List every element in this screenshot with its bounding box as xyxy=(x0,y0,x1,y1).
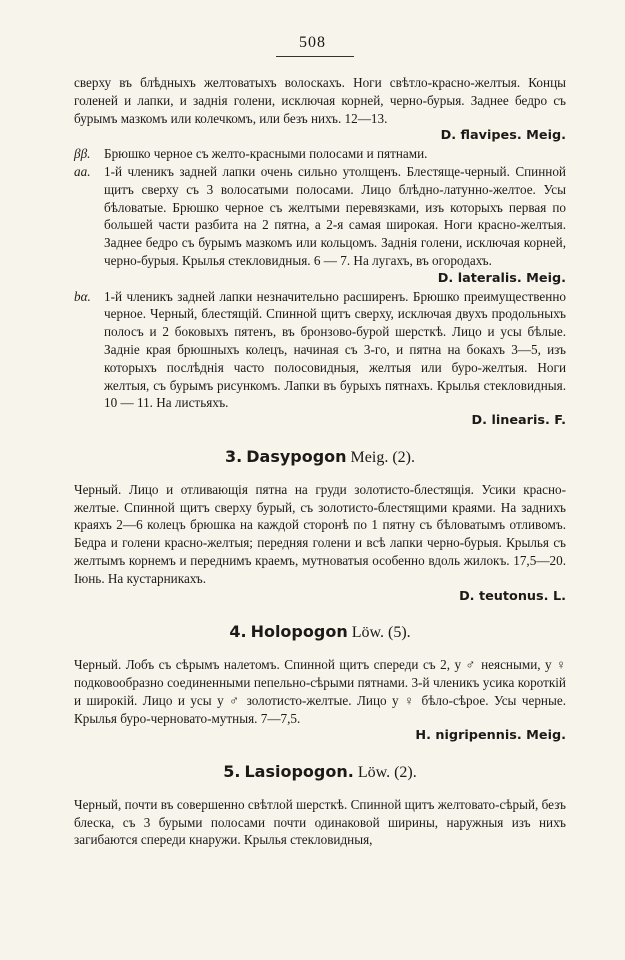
species-name: D. lateralis. Meig. xyxy=(437,270,566,286)
section-text: Черный, почти въ совершенно свѣтлой шерсткѣ. Спинной щитъ желтовато-сѣрый, безъ блеска, съ 3 бурыми полосами почти одинаковой ширины, наружныя изъ нихъ загибаются спереди кнаружи. Крылья стекловидныя, xyxy=(74,796,566,848)
entry-text: 1-й члeникъ задней лапки незначительно расширенъ. Брюшко преимущественно черное. Черный, блестящій. Спинной щитъ сверху, исключая двухъ продольныхъ полосъ и 2 боковыхъ пятенъ, въ бронзово-бурой шерсткѣ. Лицо и усы бѣлые. Заднiе края брюшныхъ колецъ, начиная съ 3-го, и пятна на бокахъ 3—5, изъ которыхъ послѣднія часто полосовидныя, желтыя или буро-желтыя. Ноги желтыя, съ бурымъ рисункомъ. Лапки въ бурыхъ пятнахъ. Крылья стекловидныя. 10 — 11. На листьяхъ. xyxy=(104,288,566,411)
section-number: 5. xyxy=(223,762,241,782)
page-content xyxy=(74,74,566,849)
author-citation: Meig. (2). xyxy=(350,448,415,466)
key-marker: bα. xyxy=(74,288,91,304)
species-name: D. flavipes. Meig. xyxy=(440,128,566,144)
key-entry-continuation xyxy=(74,74,566,145)
section-text: Черный. Лобъ съ сѣрымъ налетомъ. Спинной щитъ спереди съ 2, у ♂ неясными, у ♀ подковообразно соединенными пепельно-сѣрыми пятнами. 3-й членикъ усика короткій и широкій. Лицо и усы у ♂ золотисто-желтые. Лицо у ♀ бѣло-сѣрое. Усы черные. Крылья буро-черновато-мутныя. 7—7,5. xyxy=(74,657,566,726)
key-entry-ba xyxy=(74,288,566,430)
section-number: 4. xyxy=(229,622,247,642)
section-heading-holopogon xyxy=(74,623,566,642)
key-marker: aa. xyxy=(74,163,91,179)
entry-text: 1-й члeникъ задней лапки очень сильно утолщенъ. Блестяще-черный. Спинной щитъ сверху съ 3 волосатыми полосами. Лицо блѣдно-латунно-желтое. Усы бѣловатые. Брюшко черное съ желтыми перевязками, изъ которыхъ первая по большей части разбита на 2 пятна, а 2-я самая широкая. Ноги красно-желтыя. Заднее бедро съ бурымъ мазкомъ или кольцомъ. Заднія голени, исключая корней, черно-бурыя. Крылья стекловидныя. 6 — 7. На лугахъ, въ огородахъ. xyxy=(104,163,566,268)
author-citation: Löw. (5). xyxy=(351,624,411,642)
key-entry-aa xyxy=(74,163,566,288)
key-marker: ββ. xyxy=(74,146,91,162)
section-text: Черный. Лицо и отливающія пятна на груди золотисто-блестящія. Усики красно-желтые. Спинной щитъ сверху бурый, съ золотисто-блестящими краями. На заднихъ краяхъ 2—6 колецъ брюшка на каждой сторонѣ по 1 пятну съ бѣловатымъ отливомъ. Бедра и голени красно-желтыя; передняя голени и всѣ лапки черно-бурыя. Крылья съ желтымъ корнемъ и переднимъ краемъ, мутноватыя особенно вдоль жилокъ. 17,5—20. Іюнь. На кустарникахъ. xyxy=(74,481,566,586)
key-entry-bb xyxy=(74,145,566,163)
section-heading-lasiopogon xyxy=(74,763,566,782)
genus-name: Dasypogon xyxy=(246,446,347,466)
section-body-dasypogon xyxy=(74,481,566,606)
entry-text: сверху въ блѣдныхъ желтоватыхъ волоскахъ. Ноги свѣтло-красно-желтыя. Концы голеней и лапки, и заднія голени, исключая корней, черно-бурыя. Заднее бедро съ бурымъ мазкомъ или колечкомъ, или безъ нихъ. 12—13. xyxy=(74,75,566,126)
page-number-rule xyxy=(276,56,354,57)
species-name: H. nigripennis. Meig. xyxy=(415,728,566,744)
section-heading-dasypogon xyxy=(74,448,566,467)
section-body-lasiopogon xyxy=(74,796,566,849)
species-name: D. linearis. F. xyxy=(471,413,566,429)
species-name: D. teutonus. L. xyxy=(459,588,566,604)
genus-name: Holopogon xyxy=(250,622,348,642)
author-citation: Löw. (2). xyxy=(357,764,417,782)
section-body-holopogon xyxy=(74,656,566,745)
page-number: 508 xyxy=(299,34,326,51)
genus-name: Lasiopogon. xyxy=(244,762,354,782)
section-number: 3. xyxy=(225,446,243,466)
entry-text: Брюшко черное съ желто-красными полосами и пятнами. xyxy=(104,146,428,162)
